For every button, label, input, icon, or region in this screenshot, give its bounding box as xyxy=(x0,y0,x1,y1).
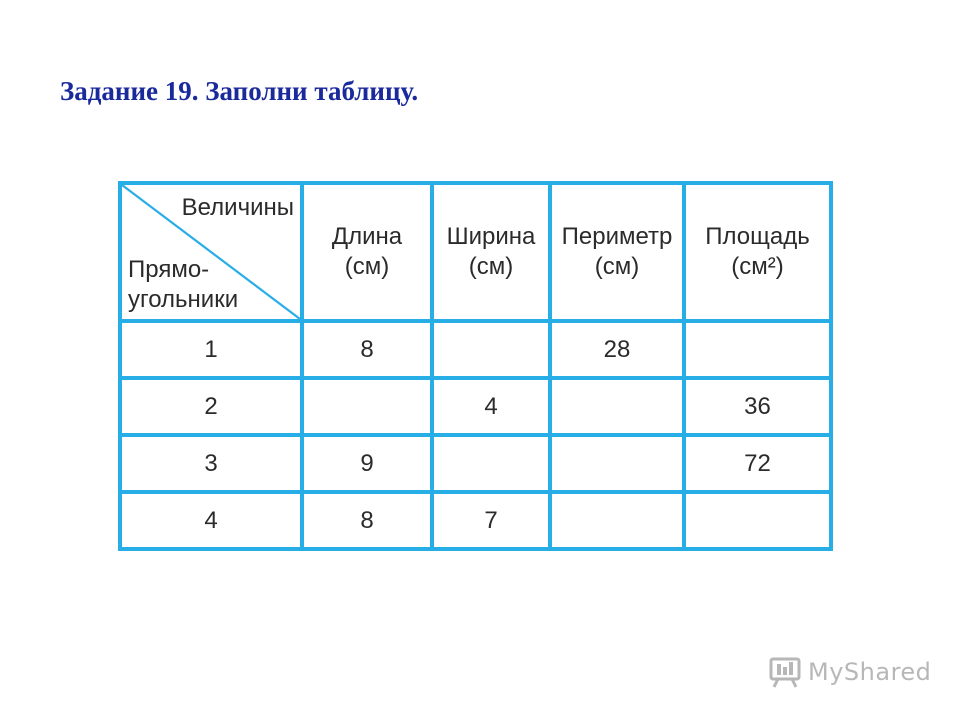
table-header-row xyxy=(120,183,831,321)
cell-area[interactable] xyxy=(684,492,831,549)
cell-length[interactable]: 8 xyxy=(302,321,432,378)
header-length xyxy=(302,183,432,321)
header-perimeter xyxy=(550,183,684,321)
header-area-unit: (см²) xyxy=(731,253,784,280)
cell-area[interactable] xyxy=(684,321,831,378)
cell-width[interactable]: 4 xyxy=(432,378,550,435)
presentation-board-icon xyxy=(768,655,802,689)
table-row xyxy=(120,378,831,435)
watermark xyxy=(768,655,931,689)
header-area xyxy=(684,183,831,321)
header-length-unit: (см) xyxy=(344,253,390,280)
header-area-name: Площадь xyxy=(705,223,810,250)
cell-width[interactable] xyxy=(432,321,550,378)
rectangles-label-line2: угольники xyxy=(128,286,239,313)
task-table xyxy=(118,181,833,551)
cell-perimeter[interactable] xyxy=(550,492,684,549)
row-label: 2 xyxy=(120,378,302,435)
header-perimeter-unit: (см) xyxy=(594,253,640,280)
watermark-text: MyShared xyxy=(808,658,932,686)
table-row xyxy=(120,321,831,378)
cell-width[interactable]: 7 xyxy=(432,492,550,549)
cell-perimeter[interactable] xyxy=(550,435,684,492)
cell-perimeter[interactable] xyxy=(550,378,684,435)
cell-area[interactable]: 72 xyxy=(684,435,831,492)
quantities-label: Величины xyxy=(181,194,294,221)
header-width-unit: (см) xyxy=(468,253,514,280)
cell-width[interactable] xyxy=(432,435,550,492)
table-row xyxy=(120,435,831,492)
cell-perimeter[interactable]: 28 xyxy=(550,321,684,378)
row-label: 4 xyxy=(120,492,302,549)
row-label: 3 xyxy=(120,435,302,492)
cell-length[interactable]: 9 xyxy=(302,435,432,492)
row-label: 1 xyxy=(120,321,302,378)
cell-area[interactable]: 36 xyxy=(684,378,831,435)
header-perimeter-name: Периметр xyxy=(561,223,673,250)
cell-length[interactable]: 8 xyxy=(302,492,432,549)
rectangles-label-line1: Прямо- xyxy=(128,256,210,283)
header-width xyxy=(432,183,550,321)
header-width-name: Ширина xyxy=(446,223,536,250)
cell-length[interactable] xyxy=(302,378,432,435)
page-title: Задание 19. Заполни таблицу. xyxy=(60,76,419,106)
table-row xyxy=(120,492,831,549)
header-length-name: Длина xyxy=(331,223,403,250)
corner-header-cell xyxy=(120,183,302,321)
rectangles-label xyxy=(128,255,238,315)
